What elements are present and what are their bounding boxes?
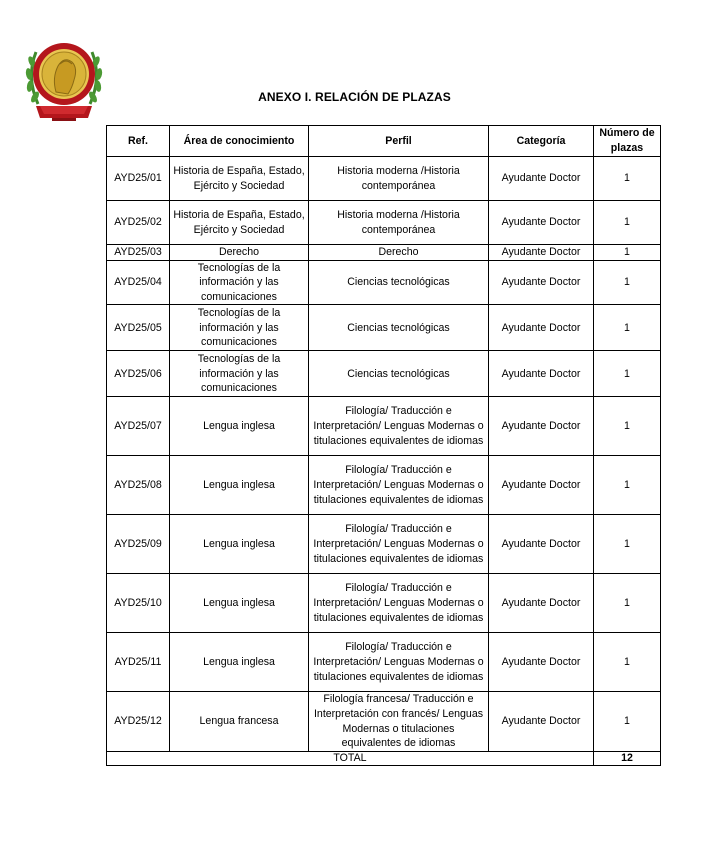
total-value: 12 <box>594 751 661 765</box>
cell-perfil: Filología/ Traducción e Interpretación/ Lenguas Modernas o titulaciones equivalentes de idiomas <box>309 633 489 692</box>
cell-perfil: Filología/ Traducción e Interpretación/ Lenguas Modernas o titulaciones equivalentes de idiomas <box>309 456 489 515</box>
cell-ref: AYD25/10 <box>107 574 170 633</box>
cell-plazas: 1 <box>594 633 661 692</box>
table-row <box>107 245 661 261</box>
table-row <box>107 397 661 456</box>
cell-ref: AYD25/09 <box>107 515 170 574</box>
page-title: ANEXO I. RELACIÓN DE PLAZAS <box>258 90 451 104</box>
header-area: Área de conocimiento <box>170 126 309 157</box>
cell-area: Historia de España, Estado, Ejército y Sociedad <box>170 157 309 201</box>
cell-area: Historia de España, Estado, Ejército y Sociedad <box>170 201 309 245</box>
cell-categoria: Ayudante Doctor <box>489 456 594 515</box>
cell-plazas: 1 <box>594 397 661 456</box>
cell-plazas: 1 <box>594 157 661 201</box>
cell-categoria: Ayudante Doctor <box>489 351 594 397</box>
header-plazas: Número de plazas <box>594 126 661 157</box>
cell-plazas: 1 <box>594 245 661 261</box>
total-label: TOTAL <box>107 751 594 765</box>
cell-plazas: 1 <box>594 305 661 351</box>
table-row <box>107 515 661 574</box>
cell-ref: AYD25/08 <box>107 456 170 515</box>
header-categoria: Categoría <box>489 126 594 157</box>
cell-plazas: 1 <box>594 456 661 515</box>
table-row <box>107 456 661 515</box>
cell-ref: AYD25/11 <box>107 633 170 692</box>
table-row <box>107 260 661 305</box>
cell-perfil: Filología/ Traducción e Interpretación/ Lenguas Modernas o titulaciones equivalentes de idiomas <box>309 515 489 574</box>
cell-area: Lengua inglesa <box>170 574 309 633</box>
table-row <box>107 633 661 692</box>
cell-plazas: 1 <box>594 574 661 633</box>
cell-area: Lengua inglesa <box>170 397 309 456</box>
cell-categoria: Ayudante Doctor <box>489 515 594 574</box>
cell-categoria: Ayudante Doctor <box>489 201 594 245</box>
cell-categoria: Ayudante Doctor <box>489 305 594 351</box>
plazas-table <box>106 125 661 766</box>
table-header-row <box>107 126 661 157</box>
cell-ref: AYD25/06 <box>107 351 170 397</box>
table-row <box>107 351 661 397</box>
header-perfil: Perfil <box>309 126 489 157</box>
cell-plazas: 1 <box>594 201 661 245</box>
cell-categoria: Ayudante Doctor <box>489 245 594 261</box>
cell-area: Lengua inglesa <box>170 515 309 574</box>
cell-perfil: Ciencias tecnológicas <box>309 260 489 305</box>
cell-plazas: 1 <box>594 260 661 305</box>
cell-perfil: Ciencias tecnológicas <box>309 305 489 351</box>
cell-categoria: Ayudante Doctor <box>489 157 594 201</box>
cell-ref: AYD25/07 <box>107 397 170 456</box>
cell-area: Tecnologías de la información y las comunicaciones <box>170 351 309 397</box>
table-row <box>107 574 661 633</box>
cell-ref: AYD25/12 <box>107 692 170 751</box>
cell-categoria: Ayudante Doctor <box>489 397 594 456</box>
cell-plazas: 1 <box>594 351 661 397</box>
cell-ref: AYD25/05 <box>107 305 170 351</box>
table-row <box>107 692 661 751</box>
cell-categoria: Ayudante Doctor <box>489 692 594 751</box>
cell-area: Tecnologías de la información y las comunicaciones <box>170 305 309 351</box>
cell-plazas: 1 <box>594 692 661 751</box>
header-ref: Ref. <box>107 126 170 157</box>
cell-area: Lengua francesa <box>170 692 309 751</box>
cell-ref: AYD25/04 <box>107 260 170 305</box>
cell-ref: AYD25/03 <box>107 245 170 261</box>
table-row <box>107 157 661 201</box>
cell-area: Lengua inglesa <box>170 633 309 692</box>
cell-perfil: Derecho <box>309 245 489 261</box>
cell-perfil: Filología francesa/ Traducción e Interpretación con francés/ Lenguas Modernas o titulaciones equivalentes de idiomas <box>309 692 489 751</box>
total-row <box>107 751 661 765</box>
cell-categoria: Ayudante Doctor <box>489 260 594 305</box>
cell-perfil: Historia moderna /Historia contemporánea <box>309 157 489 201</box>
cell-area: Lengua inglesa <box>170 456 309 515</box>
cell-perfil: Filología/ Traducción e Interpretación/ Lenguas Modernas o titulaciones equivalentes de idiomas <box>309 574 489 633</box>
table-row <box>107 201 661 245</box>
cell-perfil: Historia moderna /Historia contemporánea <box>309 201 489 245</box>
cell-area: Tecnologías de la información y las comunicaciones <box>170 260 309 305</box>
cell-plazas: 1 <box>594 515 661 574</box>
cell-ref: AYD25/01 <box>107 157 170 201</box>
cell-area: Derecho <box>170 245 309 261</box>
table-row <box>107 305 661 351</box>
cell-categoria: Ayudante Doctor <box>489 633 594 692</box>
cell-perfil: Filología/ Traducción e Interpretación/ Lenguas Modernas o titulaciones equivalentes de idiomas <box>309 397 489 456</box>
cell-ref: AYD25/02 <box>107 201 170 245</box>
cell-perfil: Ciencias tecnológicas <box>309 351 489 397</box>
cell-categoria: Ayudante Doctor <box>489 574 594 633</box>
university-crest-icon <box>22 22 106 132</box>
